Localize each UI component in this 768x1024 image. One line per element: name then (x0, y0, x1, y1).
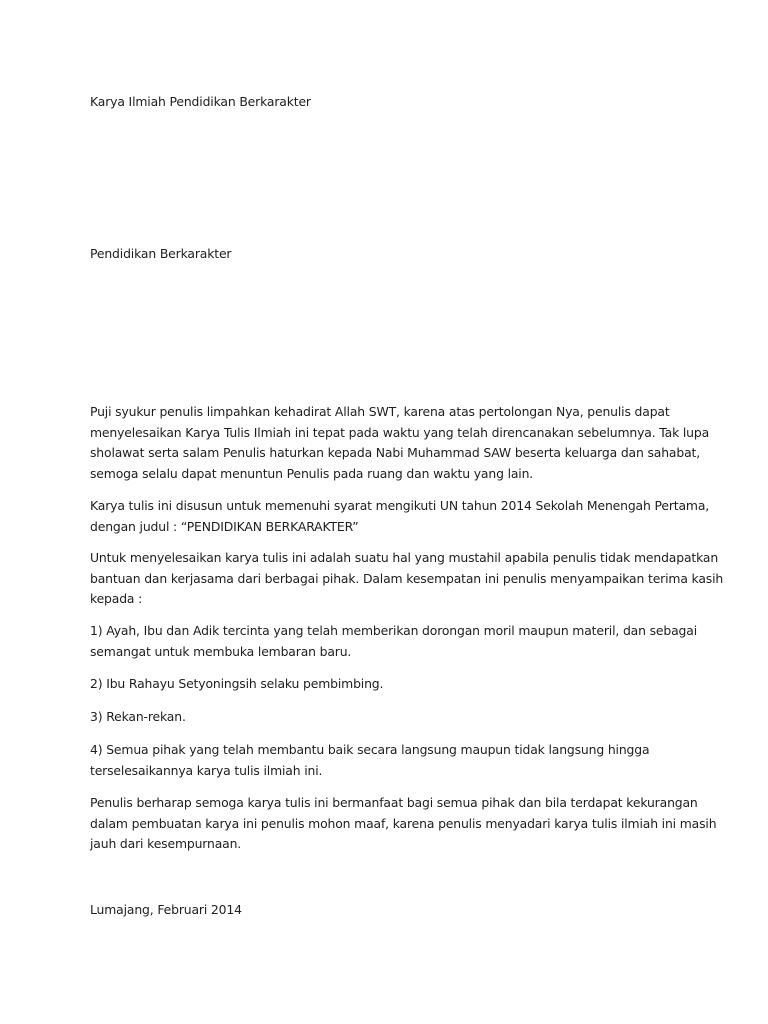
paragraph-line: bantuan dan kerjasama dari berbagai pihak. Dalam kesempatan ini penulis menyampaikan terima kasih (90, 570, 724, 586)
paragraph-line: dengan judul : “PENDIDIKAN BERKARAKTER” (90, 518, 359, 534)
paragraph-thanks (90, 548, 724, 610)
paragraph-line: kepada : (90, 591, 143, 606)
paragraph-line: Karya tulis ini disusun untuk memenuhi syarat mengikuti UN tahun 2014 Sekolah Menengah Pertama, (90, 498, 710, 513)
paragraph-line: sholawat serta salam Penulis haturkan kepada Nabi Muhammad SAW beserta keluarga dan sahabat, (90, 445, 701, 460)
paragraph-intro (90, 402, 710, 484)
list-item (90, 674, 680, 695)
list-item (90, 707, 680, 728)
title-text: Karya Ilmiah Pendidikan Berkarakter (90, 94, 311, 109)
paragraph-line: Untuk menyelesaikan karya tulis ini adalah suatu hal yang mustahil apabila penulis tidak mendapatkan (90, 550, 719, 565)
list-item-line: semangat untuk membuka lembaran baru. (90, 643, 352, 659)
list-item-line: terselesaikannya karya tulis ilmiah ini. (90, 762, 323, 778)
list-item-line: 3) Rekan-rekan. (90, 709, 186, 724)
paragraph-line: semoga selalu dapat menuntun Penulis pada ruang dan waktu yang lain. (90, 465, 534, 481)
section-heading (90, 244, 680, 265)
document-title (90, 92, 680, 113)
place-date (90, 900, 680, 921)
paragraph-closing (90, 793, 717, 855)
list-item (90, 740, 680, 781)
list-item (90, 621, 697, 662)
place-date-text: Lumajang, Februari 2014 (90, 902, 242, 917)
paragraph-line: menyelesaikan Karya Tulis Ilmiah ini tepat pada waktu yang telah direncanakan sebelumnya. Tak lupa (90, 424, 710, 440)
heading-text: Pendidikan Berkarakter (90, 246, 232, 261)
list-item-line: 1) Ayah, Ibu dan Adik tercinta yang telah memberikan dorongan moril maupun materil, dan sebagai (90, 623, 697, 638)
paragraph-line: dalam pembuatan karya ini penulis mohon maaf, karena penulis menyadari karya tulis ilmiah ini masih (90, 815, 717, 831)
paragraph-line: Penulis berharap semoga karya tulis ini bermanfaat bagi semua pihak dan bila terdapat kekurangan (90, 795, 698, 810)
paragraph-line: jauh dari kesempurnaan. (90, 836, 242, 851)
list-item-line: 4) Semua pihak yang telah membantu baik secara langsung maupun tidak langsung hingga (90, 742, 650, 757)
paragraph-purpose (90, 496, 710, 537)
list-item-line: 2) Ibu Rahayu Setyoningsih selaku pembimbing. (90, 676, 384, 691)
paragraph-line: Puji syukur penulis limpahkan kehadirat Allah SWT, karena atas pertolongan Nya, penulis dapat (90, 404, 670, 419)
